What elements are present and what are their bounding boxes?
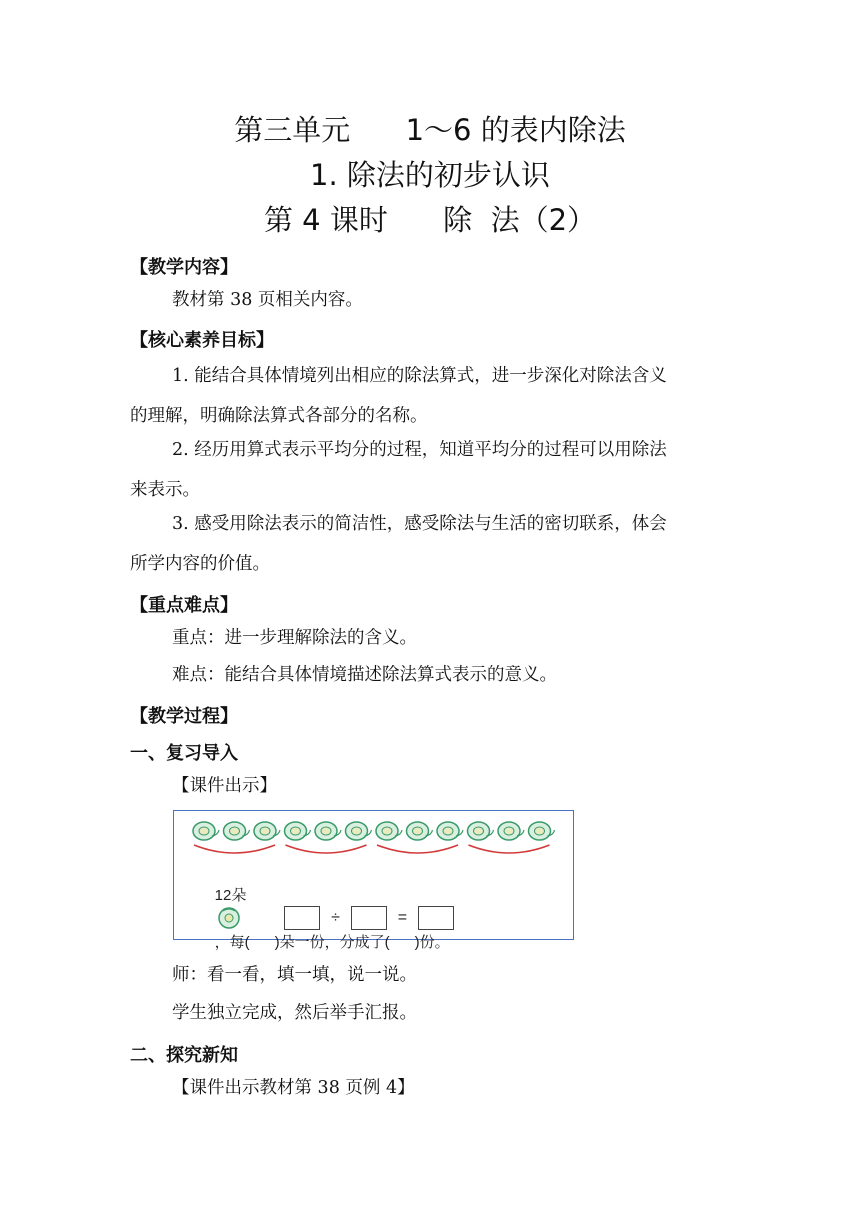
goal-3-line-2: 所学内容的价值。: [130, 554, 270, 574]
flower-icon: [529, 822, 555, 840]
keypoint-text: 重点：进一步理解除法的含义。: [172, 628, 417, 648]
section-title: 1. 除法的初步认识: [310, 158, 550, 192]
part2-heading: 二、探究新知: [130, 1045, 238, 1066]
group-bracket: [286, 845, 367, 853]
group-bracket: [377, 845, 458, 853]
flower-icon: [215, 905, 243, 931]
divisor-box[interactable]: [351, 906, 387, 930]
goal-1-line-2: 的理解，明确除法算式各部分的名称。: [130, 406, 428, 426]
goal-3-line-1: 3. 感受用除法表示的简洁性，感受除法与生活的密切联系，体会: [172, 514, 667, 534]
flower-icon: [224, 822, 250, 840]
equals-sign: =: [397, 909, 408, 926]
flower-icon: [468, 822, 494, 840]
student-line: 学生独立完成，然后举手汇报。: [172, 1003, 417, 1023]
flower-groups-illustration: [188, 815, 563, 865]
teacher-line: 师：看一看，填一填，说一说。: [172, 965, 417, 985]
flower-icon: [285, 822, 311, 840]
flower-icon: [346, 822, 372, 840]
process-heading: 【教学过程】: [130, 706, 238, 727]
flower-count-text: 12朵: [214, 887, 247, 904]
difficulty-text: 难点：能结合具体情境描述除法算式表示的意义。: [172, 665, 557, 685]
flower-icon: [193, 822, 219, 840]
divide-sign: ÷: [331, 909, 340, 926]
goal-2-line-2: 来表示。: [130, 480, 200, 500]
goals-heading: 【核心素养目标】: [130, 330, 274, 351]
unit-title: 第三单元 1～6 的表内除法: [234, 113, 626, 147]
group-bracket: [469, 845, 550, 853]
content-text: 教材第 38 页相关内容。: [172, 290, 363, 310]
quotient-box[interactable]: [418, 906, 454, 930]
lesson-title: 第 4 课时 除 法（2）: [263, 203, 597, 237]
flower-icon: [498, 822, 524, 840]
courseware-label-2: 【课件出示教材第 38 页例 4】: [172, 1078, 415, 1098]
group-bracket: [194, 845, 275, 853]
dividend-box[interactable]: [284, 906, 320, 930]
flower-icon: [407, 822, 433, 840]
flower-icon: [315, 822, 341, 840]
keypoints-heading: 【重点难点】: [130, 595, 238, 616]
flower-icon: [254, 822, 280, 840]
flower-icon: [376, 822, 402, 840]
figure-question-text: ，每( )朵一份，分成了( )份。: [214, 934, 450, 951]
courseware-figure: [173, 810, 574, 951]
part1-heading: 一、复习导入: [130, 743, 238, 764]
division-equation: [284, 906, 454, 930]
goal-1-line-1: 1. 能结合具体情境列出相应的除法算式，进一步深化对除法含义: [172, 366, 667, 386]
courseware-label-1: 【课件出示】: [172, 776, 277, 796]
goal-2-line-1: 2. 经历用算式表示平均分的过程，知道平均分的过程可以用除法: [172, 440, 667, 460]
content-heading: 【教学内容】: [130, 257, 238, 278]
flower-icon: [437, 822, 463, 840]
